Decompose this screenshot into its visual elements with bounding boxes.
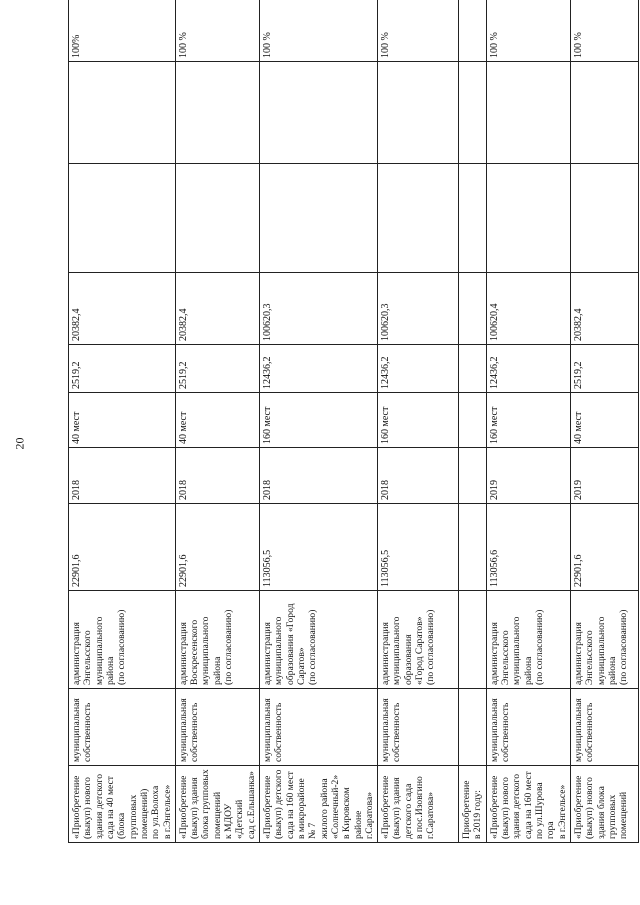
cell-value-4 <box>260 62 378 164</box>
table-row <box>175 0 259 843</box>
cell-ownership: муниципальная собственность <box>175 689 259 766</box>
cell-year: 2018 <box>260 448 378 504</box>
cell-value-2: 20382,4 <box>570 273 638 345</box>
cell-ownership: муниципальная собственность <box>260 689 378 766</box>
cell-customer: администрация муниципального образования «Город Саратов» (по согласованию) <box>260 591 378 689</box>
cell-customer: администрация Воскресенского муниципального района (по согласованию) <box>175 591 259 689</box>
cell-capacity: 40 мест <box>175 393 259 448</box>
cell-name: «Приобретение (выкуп) нового здания детского сада на 40 мест (блока групповых помещений) по ул.Волоха в г.Энгельсе» <box>69 766 176 843</box>
cell-value-4 <box>459 62 487 164</box>
cell-value-4 <box>378 62 459 164</box>
cell-name: «Приобретение (выкуп) детского сада на 160 мест в микрорайоне № 7 жилого района «Солнечный-2» в Кировском районе г.Саратова» <box>260 766 378 843</box>
cell-value-3 <box>570 164 638 273</box>
cell-percent: 100 % <box>570 0 638 62</box>
cell-value-1: 2519,2 <box>175 345 259 393</box>
cell-name: «Приобретение (выкуп) нового здания блока групповых помещений <box>570 766 638 843</box>
table-row-section <box>459 0 487 843</box>
cell-year: 2018 <box>175 448 259 504</box>
cell-cost: 113056,5 <box>378 504 459 591</box>
cell-value-2: 20382,4 <box>69 273 176 345</box>
cell-year <box>459 448 487 504</box>
cell-capacity: 40 мест <box>69 393 176 448</box>
cell-value-4 <box>69 62 176 164</box>
cell-section-title: Приобретение в 2019 году: <box>459 766 487 843</box>
cell-cost: 113056,6 <box>486 504 570 591</box>
cell-percent: 100 % <box>486 0 570 62</box>
cell-customer: администрация Энгельсского муниципального района (по согласованию) <box>570 591 638 689</box>
cell-cost: 22901,6 <box>69 504 176 591</box>
cell-value-1: 12436,2 <box>260 345 378 393</box>
cell-cost <box>459 504 487 591</box>
data-table <box>68 0 639 843</box>
cell-value-3 <box>459 164 487 273</box>
cell-value-1: 12436,2 <box>486 345 570 393</box>
cell-capacity <box>459 393 487 448</box>
cell-ownership: муниципальная собственность <box>486 689 570 766</box>
cell-customer: администрация Энгельсского муниципального района (по согласованию) <box>69 591 176 689</box>
table-row <box>260 0 378 843</box>
cell-cost: 22901,6 <box>175 504 259 591</box>
cell-value-1: 12436,2 <box>378 345 459 393</box>
page-number: 20 <box>12 437 27 450</box>
cell-value-1: 2519,2 <box>69 345 176 393</box>
cell-name: «Приобретение (выкуп) здания детского сада в пос.Изовгино г.Саратова» <box>378 766 459 843</box>
cell-value-2 <box>459 273 487 345</box>
cell-capacity: 160 мест <box>260 393 378 448</box>
cell-year: 2019 <box>486 448 570 504</box>
cell-ownership: муниципальная собственность <box>69 689 176 766</box>
cell-value-3 <box>378 164 459 273</box>
cell-value-3 <box>175 164 259 273</box>
cell-percent: 100 % <box>175 0 259 62</box>
rotated-table-container <box>68 32 630 843</box>
cell-ownership <box>459 689 487 766</box>
cell-capacity: 40 мест <box>570 393 638 448</box>
cell-value-3 <box>69 164 176 273</box>
cell-value-2: 100620,3 <box>378 273 459 345</box>
cell-ownership: муниципальная собственность <box>378 689 459 766</box>
cell-value-2: 100620,3 <box>260 273 378 345</box>
cell-name: «Приобретение (выкуп) нового здания детского сада на 160 мест по ул.Шурова гора в г.Энгельсе» <box>486 766 570 843</box>
cell-ownership: муниципальная собственность <box>570 689 638 766</box>
cell-capacity: 160 мест <box>486 393 570 448</box>
cell-year: 2018 <box>69 448 176 504</box>
table-row <box>486 0 570 843</box>
table-row <box>570 0 638 843</box>
cell-cost: 22901,6 <box>570 504 638 591</box>
cell-customer: администрация Энгельсского муниципального района (по согласованию) <box>486 591 570 689</box>
cell-value-4 <box>486 62 570 164</box>
cell-percent: 100% <box>69 0 176 62</box>
cell-value-4 <box>175 62 259 164</box>
cell-percent <box>459 0 487 62</box>
cell-value-1 <box>459 345 487 393</box>
cell-percent: 100 % <box>260 0 378 62</box>
cell-value-1: 2519,2 <box>570 345 638 393</box>
cell-value-2: 20382,4 <box>175 273 259 345</box>
cell-name: «Приобретение (выкуп) здания блока групповых помещений к МДОУ «Детский сад с.Ельшанка» <box>175 766 259 843</box>
table-row <box>69 0 176 843</box>
cell-year: 2019 <box>570 448 638 504</box>
cell-cost: 113056,5 <box>260 504 378 591</box>
cell-value-2: 100620,4 <box>486 273 570 345</box>
cell-year: 2018 <box>378 448 459 504</box>
cell-percent: 100 % <box>378 0 459 62</box>
cell-customer: администрация муниципального образования «Город Саратов» (по согласованию) <box>378 591 459 689</box>
cell-value-3 <box>260 164 378 273</box>
table-row <box>378 0 459 843</box>
cell-capacity: 160 мест <box>378 393 459 448</box>
cell-customer <box>459 591 487 689</box>
cell-value-3 <box>486 164 570 273</box>
cell-value-4 <box>570 62 638 164</box>
